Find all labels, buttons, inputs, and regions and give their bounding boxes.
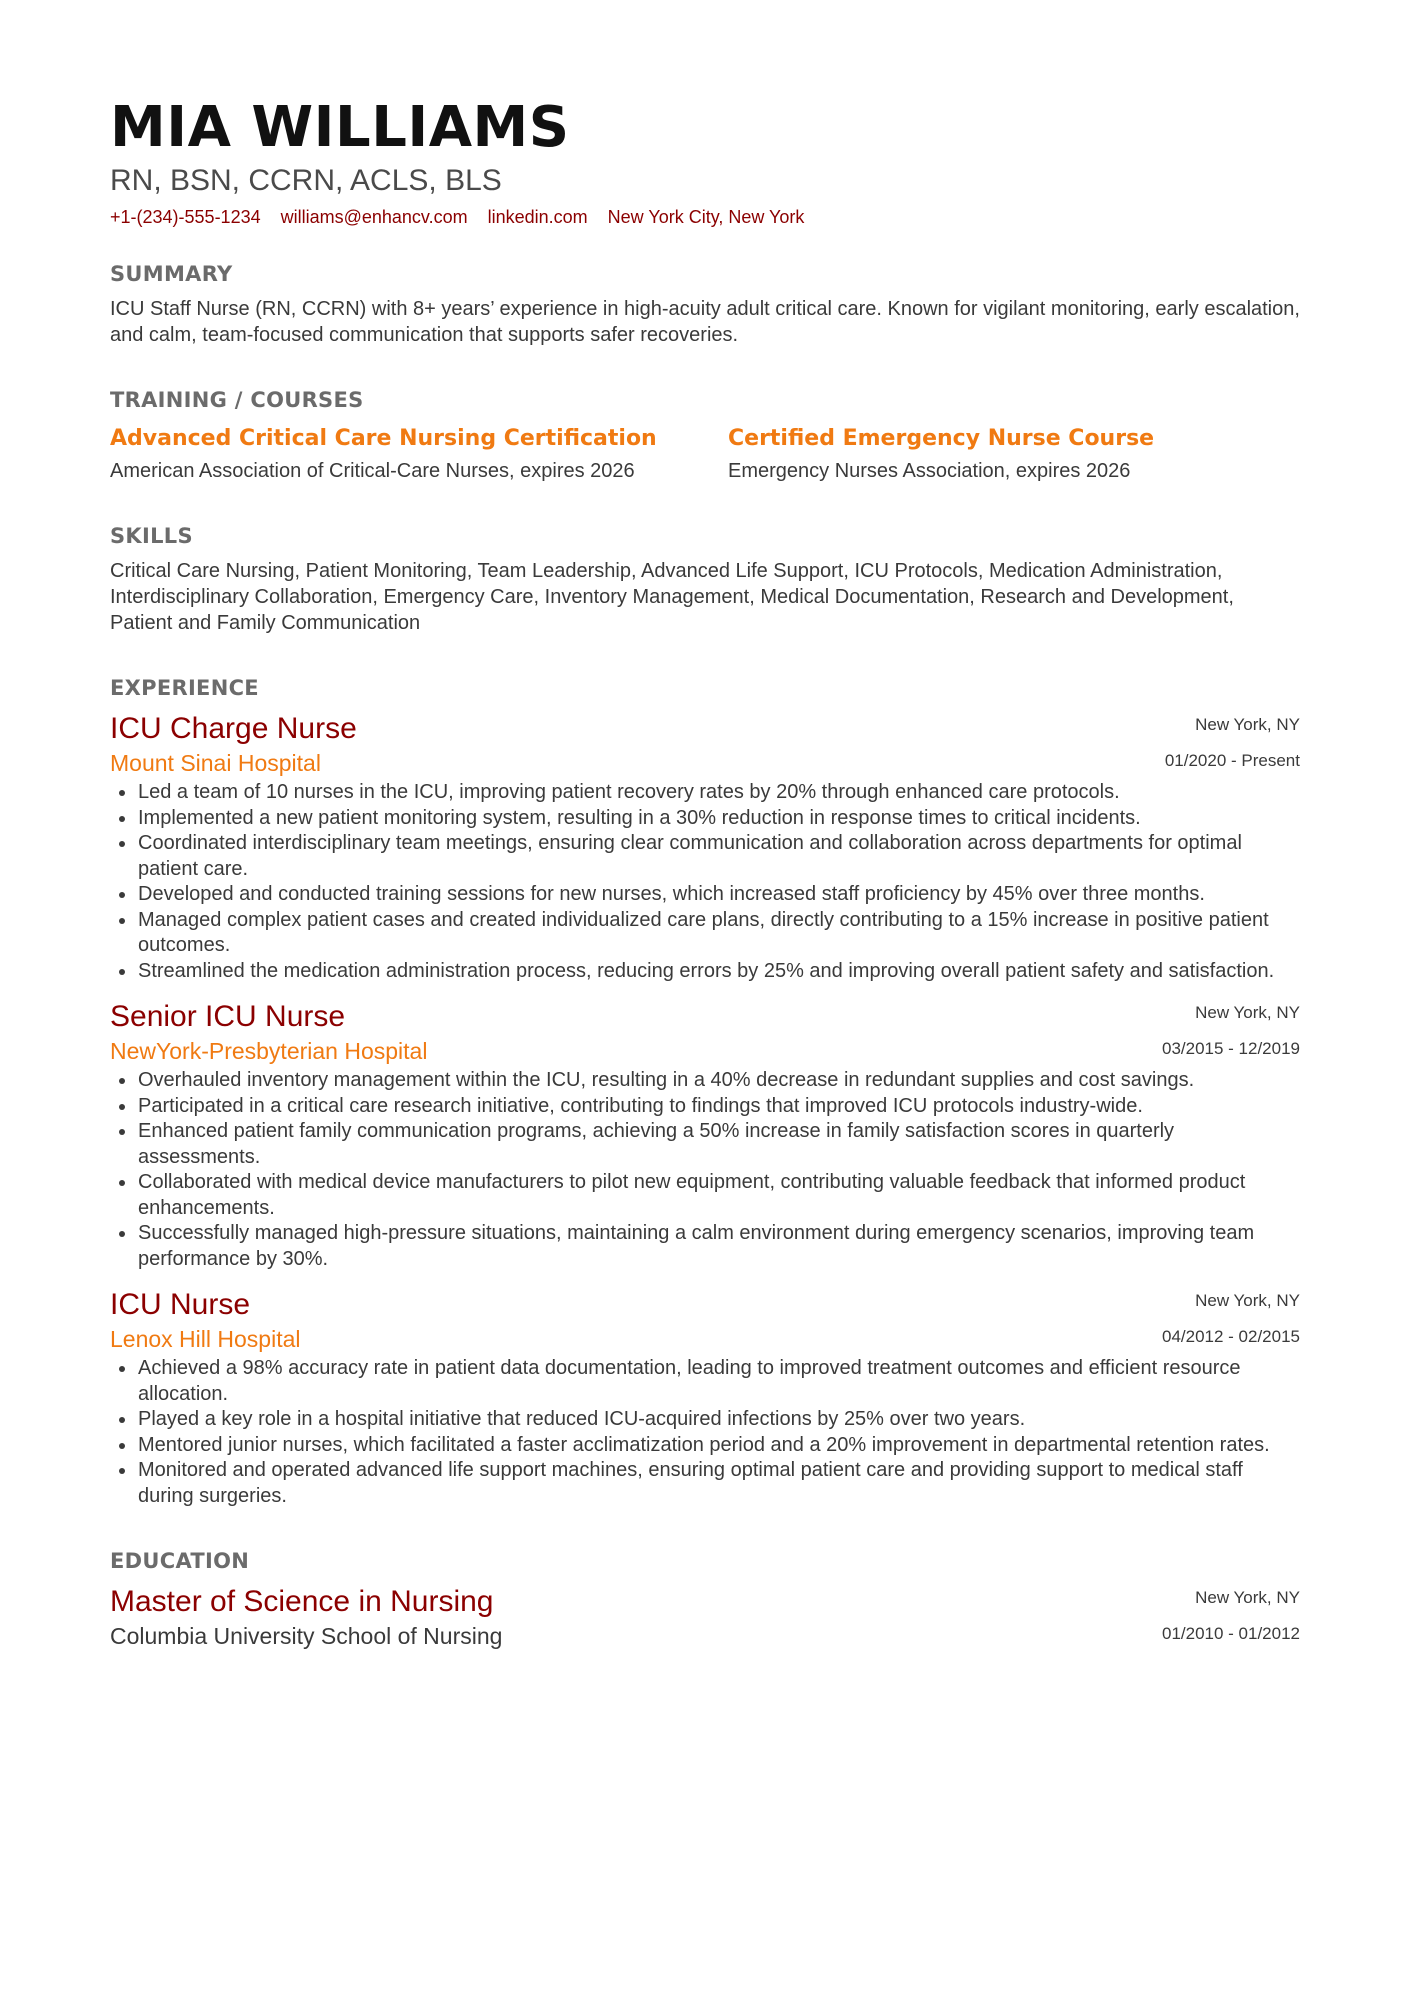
experience-heading: EXPERIENCE — [110, 676, 259, 700]
education-heading: EDUCATION — [110, 1549, 250, 1573]
education-entry — [110, 1583, 1300, 1651]
job-entry — [110, 1286, 1300, 1509]
linkedin-link[interactable]: linkedin.com — [487, 207, 588, 227]
job-header — [110, 998, 1300, 1066]
contact-bar — [110, 204, 1300, 230]
skills-text: Critical Care Nursing, Patient Monitoring, Team Leadership, Advanced Life Support, ICU Protocols, Medication Administration, Interdisciplinary Collaboration, Emergency Care, Inventory Management, Medical Documentation, Research and Development, Patient and Family Communication — [110, 560, 1234, 634]
job-bullet: Collaborated with medical device manufacturers to pilot new equipment, contributing valuable feedback that informed product enhancements. — [110, 1170, 1300, 1221]
job-bullet: Participated in a critical care research initiative, contributing to findings that improved ICU protocols industry-wide. — [110, 1094, 1300, 1120]
job-bullet: Enhanced patient family communication programs, achieving a 50% increase in family satisfaction scores in quarterly assessments. — [110, 1119, 1300, 1170]
job-bullet: Mentored junior nurses, which facilitated a faster acclimatization period and a 20% improvement in departmental retention rates. — [110, 1433, 1300, 1459]
job-bullet: Developed and conducted training sessions for new nurses, which increased staff proficiency by 45% over three months. — [110, 882, 1300, 908]
job-bullet: Overhauled inventory management within the ICU, resulting in a 40% decrease in redundant supplies and cost savings. — [110, 1068, 1300, 1094]
job-bullet: Monitored and operated advanced life support machines, ensuring optimal patient care and providing support to medical staff during surgeries. — [110, 1458, 1300, 1509]
email-link[interactable]: williams@enhancv.com — [280, 207, 468, 227]
job-title-block — [110, 1286, 300, 1354]
job-dates: 04/2012 - 02/2015 — [1161, 1327, 1300, 1346]
education-dates: 01/2010 - 01/2012 — [1161, 1624, 1300, 1643]
course-description: American Association of Critical-Care Nurses, expires 2026 — [110, 460, 635, 482]
summary-heading: SUMMARY — [110, 262, 233, 286]
job-bullet: Coordinated interdisciplinary team meetings, ensuring clear communication and collaboration across departments for optimal patient care. — [110, 831, 1300, 882]
job-bullet: Managed complex patient cases and created individualized care plans, directly contributing to a 15% increase in positive patient outcomes. — [110, 908, 1300, 959]
location-text: New York City, New York — [607, 207, 805, 227]
education-title-block — [110, 1583, 502, 1651]
summary-text: ICU Staff Nurse (RN, CCRN) with 8+ years’ experience in high-acuity adult critical care. Known for vigilant monitoring, early escalation, and calm, team-focused communication that supports safer recoveries. — [110, 298, 1300, 346]
course-title: Certified Emergency Nurse Course — [728, 426, 1155, 451]
candidate-name: MIA WILLIAMS — [110, 95, 570, 160]
education-meta — [1162, 1583, 1300, 1651]
job-title: ICU Charge Nurse — [110, 712, 357, 745]
job-bullet: Streamlined the medication administration process, reducing errors by 25% and improving overall patient safety and satisfaction. — [110, 959, 1300, 985]
education-location: New York, NY — [1195, 1588, 1300, 1607]
job-bullet: Implemented a new patient monitoring system, resulting in a 30% reduction in response times to critical incidents. — [110, 806, 1300, 832]
training-section — [110, 386, 1300, 484]
degree-title: Master of Science in Nursing — [110, 1585, 494, 1618]
experience-section — [110, 674, 1300, 1509]
job-meta — [1165, 710, 1300, 778]
phone-link[interactable]: +1-(234)-555-1234 — [110, 207, 261, 227]
summary-section — [110, 260, 1300, 348]
job-location: New York, NY — [1195, 1291, 1300, 1310]
company-name: NewYork-Presbyterian Hospital — [110, 1038, 428, 1064]
course-title: Advanced Critical Care Nursing Certification — [110, 426, 657, 451]
job-bullet: Led a team of 10 nurses in the ICU, improving patient recovery rates by 20% through enhanced care protocols. — [110, 780, 1300, 806]
skills-heading: SKILLS — [110, 524, 193, 548]
education-section — [110, 1547, 1300, 1651]
skills-section — [110, 522, 1300, 636]
job-bullet: Played a key role in a hospital initiative that reduced ICU-acquired infections by 25% over two years. — [110, 1407, 1300, 1433]
job-dates: 01/2020 - Present — [1164, 751, 1300, 770]
course-description: Emergency Nurses Association, expires 2026 — [728, 460, 1131, 482]
school-name: Columbia University School of Nursing — [110, 1623, 503, 1649]
job-bullets — [110, 1068, 1300, 1272]
job-title-block — [110, 998, 427, 1066]
course-item — [110, 424, 728, 484]
course-item — [728, 424, 1300, 484]
job-title: ICU Nurse — [110, 1288, 251, 1321]
credentials: RN, BSN, CCRN, ACLS, BLS — [110, 164, 502, 197]
job-entry — [110, 710, 1300, 984]
job-bullets — [110, 1356, 1300, 1509]
job-meta — [1162, 1286, 1300, 1354]
job-header — [110, 710, 1300, 778]
job-dates: 03/2015 - 12/2019 — [1161, 1039, 1300, 1058]
job-meta — [1162, 998, 1300, 1066]
job-location: New York, NY — [1195, 715, 1300, 734]
job-title-block — [110, 710, 357, 778]
job-bullets — [110, 780, 1300, 984]
job-location: New York, NY — [1195, 1003, 1300, 1022]
job-header — [110, 1286, 1300, 1354]
job-bullet: Achieved a 98% accuracy rate in patient data documentation, leading to improved treatment outcomes and efficient resource allocation. — [110, 1356, 1300, 1407]
job-bullet: Successfully managed high-pressure situations, maintaining a calm environment during emergency scenarios, improving team performance by 30%. — [110, 1221, 1300, 1272]
training-heading: TRAINING / COURSES — [110, 388, 364, 412]
company-name: Lenox Hill Hospital — [110, 1326, 301, 1352]
company-name: Mount Sinai Hospital — [110, 750, 321, 776]
job-entry — [110, 998, 1300, 1272]
course-list — [110, 424, 1300, 484]
job-title: Senior ICU Nurse — [110, 1000, 346, 1033]
